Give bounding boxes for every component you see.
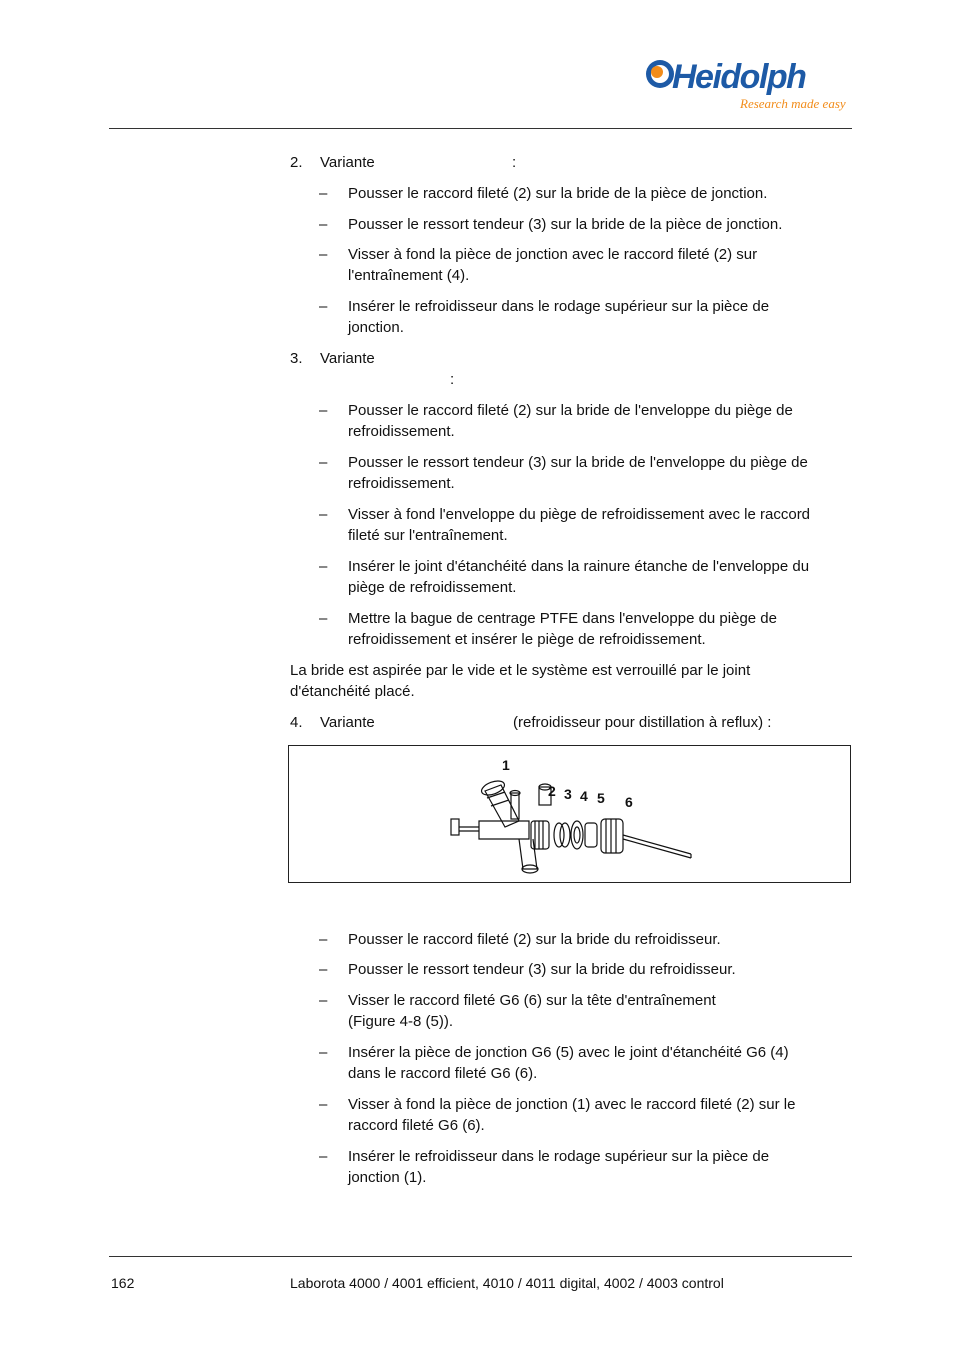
list-item: Visser à fond l'enveloppe du piège de refroidissement avec le raccord [348, 506, 811, 523]
bullet-dash: – [319, 1148, 328, 1165]
list-item-cont: dans le raccord fileté G6 (6). [348, 1065, 538, 1082]
list-item-cont: jonction (1). [348, 1169, 427, 1186]
logo-wordmark: Heidolph [672, 58, 806, 96]
list-item: Pousser le ressort tendeur (3) sur la bride du refroidisseur. [348, 961, 736, 978]
bullet-dash: – [319, 610, 328, 627]
list-item-cont: jonction. [348, 319, 404, 336]
bullet-dash: – [319, 246, 328, 263]
figure-label-6: 6 [625, 794, 633, 810]
bullet-dash: – [319, 961, 328, 978]
figure-label-4: 4 [580, 788, 588, 804]
bullet-dash: – [319, 992, 328, 1009]
list-item: Visser à fond la pièce de jonction (1) avec le raccord fileté (2) sur le [348, 1096, 796, 1113]
heidolph-logo [644, 52, 858, 112]
bullet-dash: – [319, 1096, 328, 1113]
figure-label-5: 5 [597, 790, 605, 806]
list-item-cont: (Figure 4-8 (5)). [348, 1013, 454, 1030]
note-paragraph-cont: d'étanchéité placé. [290, 683, 415, 700]
bullet-dash: – [319, 454, 328, 471]
variant-2-colon: : [512, 154, 517, 171]
list-item: Pousser le ressort tendeur (3) sur la bride de l'enveloppe du piège de [348, 454, 808, 471]
list-item-cont: refroidissement. [348, 475, 455, 492]
variant-3-label: Variante [320, 350, 375, 367]
variant-4-number: 4. [290, 714, 303, 731]
bullet-dash: – [319, 185, 328, 202]
variant-3-number: 3. [290, 350, 303, 367]
bullet-dash: – [319, 402, 328, 419]
bullet-dash: – [319, 298, 328, 315]
bullet-dash: – [319, 1044, 328, 1061]
list-item: Visser le raccord fileté G6 (6) sur la tête d'entraînement [348, 992, 716, 1009]
footer-document-title: Laborota 4000 / 4001 efficient, 4010 / 4011 digital, 4002 / 4003 control [290, 1275, 724, 1291]
bullet-dash: – [319, 931, 328, 948]
variant-4-label: Variante [320, 714, 375, 731]
list-item: Visser à fond la pièce de jonction avec le raccord fileté (2) sur [348, 246, 758, 263]
heidolph-logo-mark [644, 52, 858, 112]
list-item: Mettre la bague de centrage PTFE dans l'enveloppe du piège de [348, 610, 777, 627]
list-item-cont: fileté sur l'entraînement. [348, 527, 508, 544]
header-divider [109, 128, 852, 129]
list-item: Pousser le raccord fileté (2) sur la bride de l'enveloppe du piège de [348, 402, 793, 419]
list-item-cont: raccord fileté G6 (6). [348, 1117, 485, 1134]
list-item: Pousser le ressort tendeur (3) sur la bride de la pièce de jonction. [348, 216, 783, 233]
bullet-dash: – [319, 558, 328, 575]
figure-label-1: 1 [502, 757, 510, 773]
cooler-assembly-figure [288, 745, 851, 883]
list-item: Pousser le raccord fileté (2) sur la bride de la pièce de jonction. [348, 185, 768, 202]
list-item: Pousser le raccord fileté (2) sur la bride du refroidisseur. [348, 931, 721, 948]
list-item-cont: l'entraînement (4). [348, 267, 470, 284]
list-item: Insérer le joint d'étanchéité dans la rainure étanche de l'enveloppe du [348, 558, 810, 575]
list-item-cont: refroidissement. [348, 423, 455, 440]
variant-3-colon: : [450, 371, 455, 388]
list-item-cont: piège de refroidissement. [348, 579, 517, 596]
note-paragraph: La bride est aspirée par le vide et le système est verrouillé par le joint [290, 662, 751, 679]
figure-label-2: 2 [548, 783, 556, 799]
variant-2-number: 2. [290, 154, 303, 171]
page-number: 162 [111, 1275, 135, 1291]
bullet-dash: – [319, 216, 328, 233]
list-item: Insérer le refroidisseur dans le rodage supérieur sur la pièce de [348, 1148, 770, 1165]
list-item: Insérer la pièce de jonction G6 (5) avec le joint d'étanchéité G6 (4) [348, 1044, 789, 1061]
figure-label-3: 3 [564, 786, 572, 802]
logo-tagline: Research made easy [740, 96, 846, 111]
variant-2-label: Variante [320, 154, 375, 171]
list-item-cont: refroidissement et insérer le piège de refroidissement. [348, 631, 706, 648]
cooler-assembly-drawing [439, 751, 699, 881]
footer-divider [109, 1256, 852, 1257]
bullet-dash: – [319, 506, 328, 523]
variant-4-suffix: (refroidisseur pour distillation à reflux) : [513, 714, 772, 731]
list-item: Insérer le refroidisseur dans le rodage supérieur sur la pièce de [348, 298, 770, 315]
